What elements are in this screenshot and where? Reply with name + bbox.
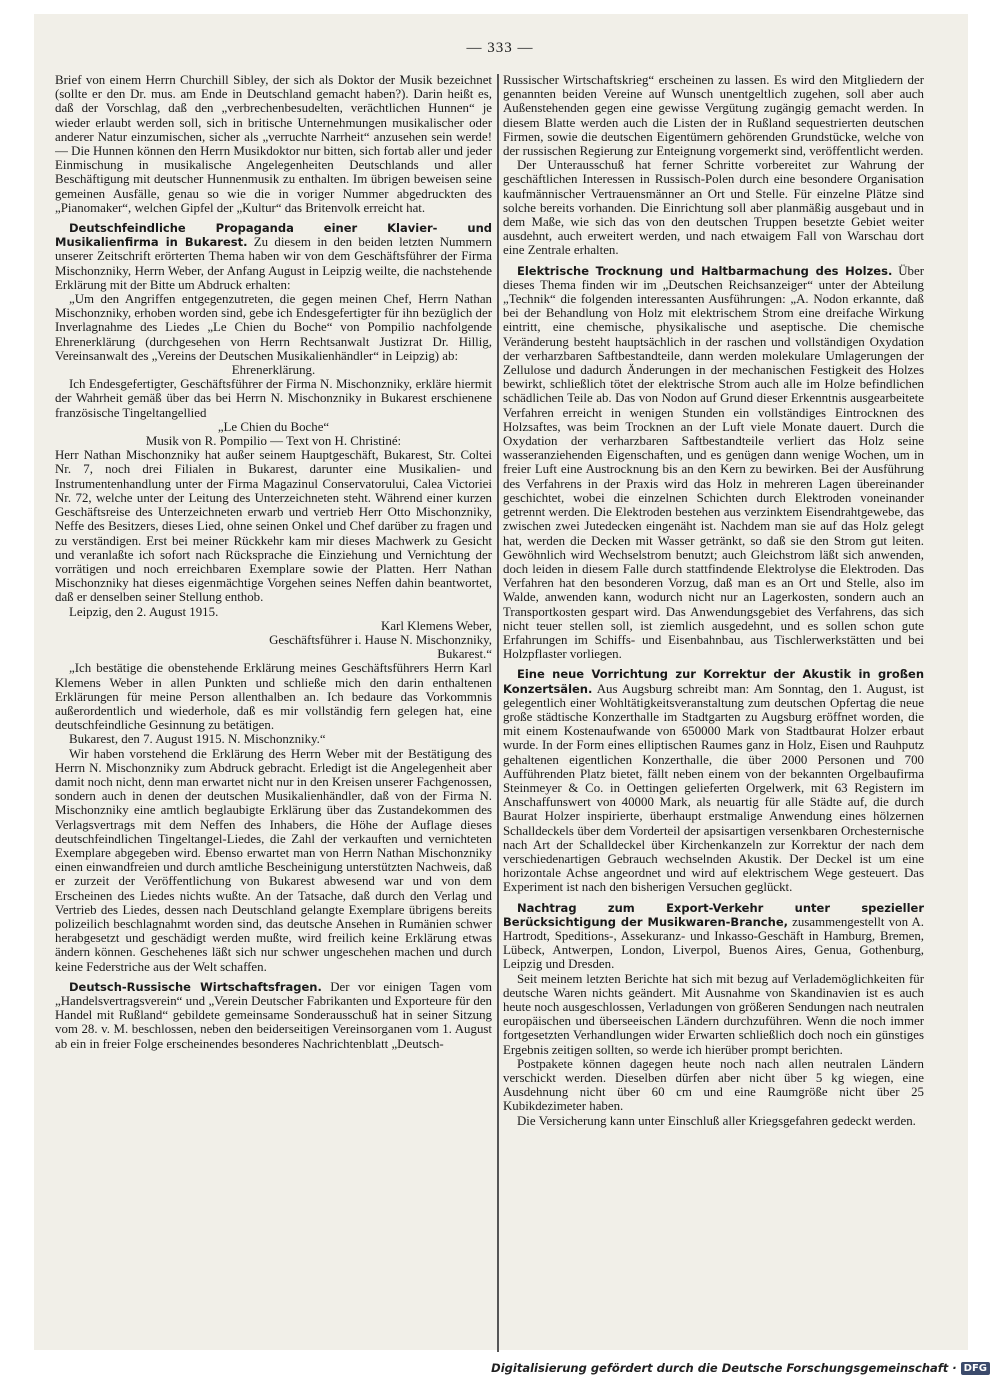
left-column-paragraph: Bukarest, den 7. August 1915. N. Mischonzniky.“ — [69, 732, 326, 747]
right-column-paragraph — [503, 901, 924, 972]
page-number: — 333 — — [466, 40, 534, 56]
right-column — [503, 73, 924, 1358]
section-heading: Deutsch-Russische Wirtschaftsfragen. — [69, 979, 322, 994]
section-body: Aus Augsburg schreibt man: Am Sonntag, den 1. August, ist gelegentlich einer Wohltätigkeitsveranstaltung zum deutschen Opfertag die neue große städtische Konzerthalle im Stadtgarten zu Augsburg eröffnet worden, die mit einem Kostenaufwande von 650000 Mark von Stadtbaurat Holzer erbaut wurde. In der Form eines elliptischen Raumes ganz in Holz, Eisen und Rauhputz gehaltenen eigentlichen Konzerthalle, die über 2000 Personen und 700 Aufführenden Platz bietet, fällt neben einem von der bekannten Orgelbaufirma Steinmeyer & Co. in Oettingen gelieferten Orgelwerk, mit 63 Registern im Anschaffunswert von 40000 Mark, als neuartig für alle Städte auf, die durch Baurat Holzer inspirierte, überhaupt erstmalige Anwendung eines hölzernen Schalldeckels über dem Vorderteil der apsisartigen versenkbaren Orchesternische nach Art der Schalldeckel über Kirchenkanzeln zur Korrektur der nach dem verschiedenartigen Gebrauch wechselnden Akustik. Der Deckel ist um eine horizontale Achse angeordnet und wird auf elektrischem Wege gesteuert. Das Experiment ist nach den bisherigen Versuchen geglückt. — [503, 681, 924, 895]
right-column-paragraph — [503, 264, 924, 662]
left-column-paragraph: Leipzig, den 2. August 1915. — [69, 604, 219, 619]
left-column-paragraph: Musik von R. Pompilio — Text von H. Christiné: — [145, 434, 402, 449]
left-column-paragraph — [55, 221, 492, 292]
section-heading: Elektrische Trocknung und Haltbarmachung des Holzes. — [517, 263, 893, 278]
section-heading: Eine neue Vorrichtung zur Korrektur der Akustik in großen Konzertsälen. — [503, 667, 924, 696]
left-column — [55, 73, 492, 1358]
left-column-paragraph: „Ich bestätige die obenstehende Erklärung meines Geschäftsführers Herrn Karl Klemens Weber in allen Punkten und schließe mich den darin enthaltenen Erklärungen für meine Person allenthalben an. Ich bedaure das Vorkommnis außerordentlich und wiederhole, daß es mir vollständig fern gelegen hat, eine deutschfeindliche Gesinnung zu betätigen. — [55, 661, 492, 733]
left-column-paragraph: Brief von einem Herrn Churchill Sibley, der sich als Doktor der Musik bezeichnet (sollte er den Dr. mus. am Ende in Deutschland gemacht haben?). Darin heißt es, daß der Vorschlag, daß den „verbrechenbesudelten, verächtlichen Hunnen“ je wieder erlaubt werden soll, sich in britische Unternehmungen musikalischer oder anderer Natur einzumischen, sicher als „verruchte Narrheit“ anzusehen sein werde! — Die Hunnen können den Herrn Musikdoktor nur bitten, sich fortab aller und jeder Einmischung in musikalische Angelegenheiten Deutschlands und aller Beschäftigung mit deutscher Hunnenmusik zu enthalten. Im übrigen beweisen seine gemeinen Ausfälle, genau so wie die in voriger Nummer abgedruckten des „Pianomaker“, welchen Gipfel der „Kultur“ das Britenvolk erreicht hat. — [55, 73, 492, 215]
left-column-paragraph: Geschäftsführer i. Hause N. Mischonzniky, — [269, 632, 492, 647]
right-column-paragraph: Russischer Wirtschaftskrieg“ erscheinen zu lassen. Es wird den Mitgliedern der genannten beiden Vereine auf Wunsch unentgeltlich zugehen, soll aber auch Außenstehenden gegen eine gewisse Vergütung zugängig gemacht werden. In diesem Blatte werden auch die Listen der in Rußland sequestrierten deutschen Firmen, sowie die deutschen Eigentümern gehörenden Grundstücke, welche von der russischen Regierung zur Enteignung vorgemerkt sind, veröffentlicht werden. — [503, 73, 924, 159]
column-divider — [497, 74, 499, 1352]
section-heading: Nachtrag zum Export-Verkehr unter spezieller Berücksichtigung der Musikwaren-Branche, — [503, 900, 924, 929]
section-body: Zu diesem in den beiden letzten Nummern unserer Zeitschrift erörterten Thema haben wir von dem Geschäftsführer der Firma Mischonzniky, Herrn Weber, der Anfang August in Leipzig weilte, die nachstehende Erklärung mit der Bitte um Abdruck erhalten: — [55, 235, 492, 292]
footer — [491, 1361, 990, 1375]
right-column-paragraph: Postpakete können dagegen heute noch nach allen neutralen Ländern verschickt werden. Dieselben dürfen aber nicht über 5 kg wiegen, eine Ausdehnung nicht über 60 cm und eine Raumgröße nicht über 25 Kubikdezimeter haben. — [503, 1056, 924, 1114]
right-column-paragraph: Die Versicherung kann unter Einschluß aller Kriegsgefahren gedeckt werden. — [517, 1113, 916, 1128]
left-column-paragraph: Ich Endesgefertigter, Geschäftsführer der Firma N. Mischonzniky, erkläre hiermit der Wahrheit gemäß über das bei Herrn N. Mischonzniky in Bukarest erschienene französische Tingeltangellied — [55, 377, 492, 420]
dfg-logo: DFG — [961, 1362, 990, 1375]
left-column-paragraph: „Um den Angriffen entgegenzutreten, die gegen meinen Chef, Herrn Nathan Mischonzniky, erhoben worden sind, gebe ich Endesgefertigter für ihn bezüglich der Inverlagnahme des Liedes „Le Chien du Boche“ von Pompilio nachfolgende Ehrenerklärung (durchgesehen von Herrn Rechtsanwalt Justizrat Dr. Hillig, Vereinsanwalt des „Vereins der Deutschen Musikalienhändler“ in Leipzig) ab: — [55, 292, 492, 363]
section-body: zusammengestellt von A. Hartrodt, Speditions-, Assekuranz- und Inkasso-Geschäft in Hamburg, Bremen, Lübeck, Antwerpen, London, Liverpol, Buenos Aires, Genua, Gothenburg, Leipzig und Dresden. — [503, 914, 924, 972]
left-column-paragraph: Bukarest.“ — [437, 647, 492, 662]
left-column-paragraph: Ehrenerklärung. — [231, 363, 316, 378]
right-column-paragraph — [503, 667, 924, 894]
section-body: Über dieses Thema finden wir im „Deutschen Reichsanzeiger“ unter der Abteilung „Technik“ die folgenden interessanten Ausführungen: „A. Nodon erkannte, daß bei der Behandlung von Holz mit elektrischem Strom eine dreifache Wirkung eintritt, eine chemische, physikalische und aseptische. Die chemische Veränderung besteht hauptsächlich in der raschen und vollständigen Oxydation der verharzbaren Saftbestandteile, dann werden molekulare Umlagerungen der Zellulose und dadurch Änderungen in der mechanischen Festigkeit des Holzes bewirkt, schließlich tötet der elektrische Strom auch alle im Holze befindlichen schädlichen Teile ab. Das von Nodon auf Grund dieser Erkenntnis ausgearbeitete Verfahren erreicht in wenigen Stunden ein vollständiges Eintrocknen des Holzsaftes, was beim Trocknen an der Luft viele Monate dauert. Durch die Oxydation der verharzbaren Saftbestandteile verliert das Holz seine wasseranziehenden Eigenschaften, und es genügen dann wenige Wochen, um in freier Luft eine Austrocknung bis an den Kern zu bewirken. Bei der Ausführung des Verfahrens in der Praxis wird das Holz in mehreren Lagen übereinander geschichtet, wobei die einzelnen Schichten durch Elektroden voneinander getrennt werden. Die Elektroden bestehen aus verzinktem Eisendrahtgewebe, das zwischen zwei Jutedecken eingenäht ist. Nachdem man sie auf das Holz gelegt hat, werden die Decken mit Wasser getränkt, so daß sie den Strom gut leiten. Gewöhnlich wird Wechselstrom benutzt; auch Gleichstrom läßt sich anwenden, doch leiden in diesem Falle durch stattfindende Elektrolyse die Elektroden. Das Verfahren hat den besonderen Vorzug, daß man es an Ort und Stelle, also im Walde, anwenden kann, wodurch nicht nur an Lagerkosten, sondern auch an Transportkosten gespart wird. Das Anwendungsgebiet des Verfahrens, das sich nicht teuer stellen soll, ist ziemlich ausgedehnt, und es sollen schon gute Erfahrungen im Schiffs- und Eisenbahnbau, aus Tischlerwerkstätten und bei Holzpflaster vorliegen. — [503, 263, 924, 662]
left-column-paragraph — [55, 980, 492, 1051]
footer-text: Digitalisierung gefördert durch die Deutsche Forschungsgemeinschaft · — [491, 1361, 957, 1375]
left-column-paragraph: „Le Chien du Boche“ — [217, 419, 330, 434]
right-column-paragraph: Seit meinem letzten Berichte hat sich mit bezug auf Verlademöglichkeiten für deutsche Waren nichts geändert. Mit Ausnahme von Skandinavien ist es auch heute noch ausgeschlossen, Verladungen von größeren Sendungen nach neutralen europäischen und überseeischen Ländern durchzuführen. Wenn die noch immer fortgesetzten Verhandlungen wider Erwarten schließlich doch noch ein günstiges Ergebnis zeitigen sollten, so werde ich hierüber prompt berichten. — [503, 971, 924, 1057]
section-heading: Deutschfeindliche Propaganda einer Klavier- und Musikalienfirma in Bukarest. — [55, 221, 492, 250]
left-column-paragraph: Herr Nathan Mischonzniky hat außer seinem Hauptgeschäft, Bukarest, Str. Coltei Nr. 7, noch drei Filialen in Bukarest, darunter eine Musikalien- und Instrumentenhandlung unter der Firma Magazinul Conservatorului, Calea Victoriei Nr. 72, welche unter der Leitung des Unterzeichneten steht. Während einer kurzen Geschäftsreise des Unterzeichneten erwarb und vertrieb Herr Otto Mischonzniky, Neffe des Besitzers, dieses Lied, ohne seinen Onkel und Chef darüber zu fragen und zu verständigen. Erst bei meiner Rückkehr kam mir dieses Machwerk zu Gesicht und veranlaßte ich sofort nach Rücksprache die Einziehung und Vernichtung der vorrätigen und noch erreichbaren Exemplare sowie der Platten. Herr Nathan Mischonzniky hat dieses eigenmächtige Vorgehen seines Neffen dahin beantwortet, daß er denselben seiner Stellung enthob. — [55, 448, 492, 605]
section-body: Der vor einigen Tagen vom „Handelsvertragsverein“ und „Verein Deutscher Fabrikanten und Exporteure für den Handel mit Rußland“ gebildete gemeinsame Sonderausschuß hat in seiner Sitzung vom 28. v. M. beschlossen, neben den beiderseitigen Vereinsorganen vom 1. August ab ein in freier Folge erscheinendes besonderes Nachrichtenblatt „Deutsch- — [55, 979, 492, 1051]
right-column-paragraph: Der Unterausschuß hat ferner Schritte vorbereitet zur Wahrung der geschäftlichen Interessen in Russisch-Polen durch eine besondere Organisation kaufmännischer Vertrauensmänner an Ort und Stelle. Für einzelne Plätze sind solche bereits vorhanden. Die Einrichtung soll aber planmäßig ausgebaut und in dem Maße, wie sich das von den deutschen Truppen besetzte Gebiet weiter ausdehnt, auch erweitert werden, und nach etwaigem Fall von Warschau dort eine Zentrale erhalten. — [503, 158, 924, 258]
left-column-paragraph: Wir haben vorstehend die Erklärung des Herrn Weber mit der Bestätigung des Herrn N. Mischonzniky zum Abdruck gebracht. Erledigt ist die Angelegenheit aber damit noch nicht, denn man erwartet nicht nur in den Kreisen unserer Fachgenossen, sondern auch in denen der deutschen Musikalienhändler, daß von der Firma N. Mischonzniky eine amtlich beglaubigte Erklärung über das Zustandekommen des Verlagsvertrags mit dem Neffen des Inhabers, die Höhe der Auflage dieses deutschfeindlichen Tingeltangel-Liedes, die Zahl der verkauften und vernichteten Exemplare abgegeben wird. Ebenso erwartet man von Herrn Nathan Mischonzniky einen einwandfreien und durch amtliche Bescheinigung unterstützten Nachweis, daß er zurzeit der Veröffentlichung von Bukarest abwesend war und von dem Erscheinen des Liedes nichts wußte. An der Tatsache, daß durch den Verlag und Vertrieb des Liedes, dessen nach Deutschland gelangte Exemplare übrigens bereits polizeilich beschlagnahmt worden sind, das deutsche Ansehen in Rumänien schwer herabgesetzt und geschädigt werden mußte, wird freilich keine Erklärung etwas ändern können. Geschehenes läßt sich nur schwer ungeschehen machen und durch keine Federstriche aus der Welt schaffen. — [55, 746, 492, 974]
left-column-paragraph: Karl Klemens Weber, — [381, 618, 492, 633]
